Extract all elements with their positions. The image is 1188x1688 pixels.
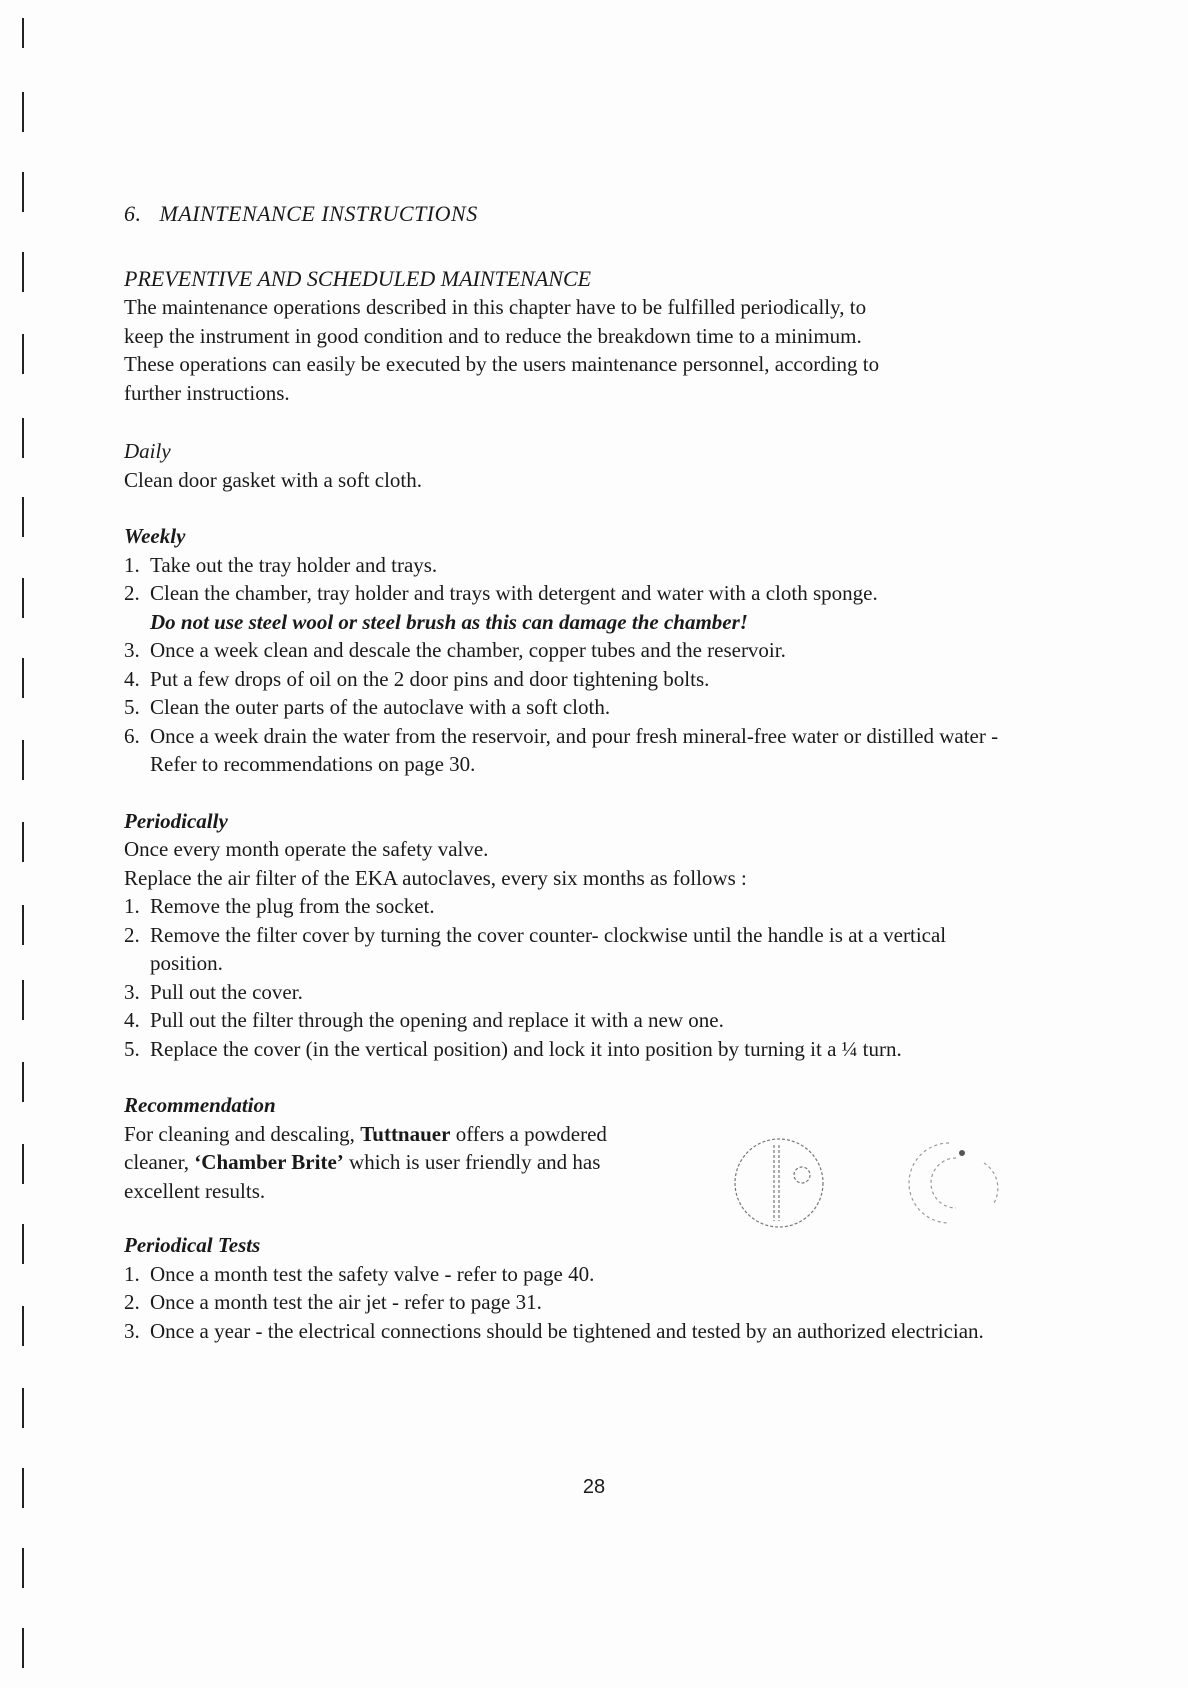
filter-cover-front-icon [735,1139,823,1227]
preventive-line: These operations can easily be executed by the users maintenance personnel, according to [124,352,880,376]
brand-name: Tuttnauer [360,1121,451,1146]
list-item: 5. Replace the cover (in the vertical position) and lock it into position by turning it a ¼ turn. [124,1036,902,1061]
weekly-list [124,551,1024,779]
section-number: 6. [124,201,142,226]
list-item: 2. Once a month test the air jet - refer to page 31. [124,1290,542,1314]
periodically-title: Periodically [124,808,228,833]
recommendation-block [124,1091,1024,1205]
periodically-line: Once every month operate the safety valve. [124,837,489,861]
preventive-line: further instructions. [124,380,290,405]
list-item: 3. Once a week clean and descale the chamber, copper tubes and the reservoir. [124,638,786,662]
periodical-tests-list [124,1260,1024,1346]
page-number: 28 [582,1476,606,1498]
list-item: 3. Pull out the cover. [124,979,303,1004]
list-item: 4. Put a few drops of oil on the 2 door pins and door tightening bolts. [124,666,710,691]
list-item: 1. Take out the tray holder and trays. [124,552,438,577]
preventive-paragraph [124,293,1024,407]
preventive-title: PREVENTIVE AND SCHEDULED MAINTENANCE [124,265,592,291]
recommendation-text: For cleaning and descaling, Tuttnauer offers a powdered cleaner, ‘Chamber Brite’ which is user friendly and has excellent results. [124,1121,607,1203]
list-item: 2. Remove the filter cover by turning the cover counter- clockwise until the handle is at a vertical position. [124,922,947,975]
list-item: 1. Once a month test the safety valve - refer to page 40. [124,1261,595,1286]
periodically-line: Replace the air filter of the EKA autoclaves, every six months as follows : [124,865,747,890]
list-item: 6. Once a week drain the water from the reservoir, and pour fresh mineral-free water or distilled water - Refer to recommendations on page 30. [124,723,999,776]
list-item: 2. Clean the chamber, tray holder and trays with detergent and water with a cloth sponge. Do not use steel wool or steel brush as this can damage the chamber! [124,581,878,634]
daily-title: Daily [124,439,171,463]
document-page [124,190,1024,1345]
weekly-title: Weekly [124,524,186,548]
section-heading [124,200,1024,229]
periodical-tests-title: Periodical Tests [124,1233,261,1257]
warning-text: Do not use steel wool or steel brush as this can damage the chamber! [150,609,748,634]
recommendation-title: Recommendation [124,1093,276,1117]
preventive-line: keep the instrument in good condition and to reduce the breakdown time to a minimum. [124,323,862,348]
daily-text: Clean door gasket with a soft cloth. [124,467,423,492]
list-item: 5. Clean the outer parts of the autoclave with a soft cloth. [124,695,611,719]
list-item: 4. Pull out the filter through the opening and replace it with a new one. [124,1008,724,1032]
list-item: 3. Once a year - the electrical connections should be tightened and tested by an authorized electrician. [124,1318,984,1343]
preventive-line: The maintenance operations described in this chapter have to be fulfilled periodically, to [124,295,867,319]
product-name: ‘Chamber Brite’ [194,1150,344,1174]
periodically-list [124,892,1024,1063]
list-item: 1. Remove the plug from the socket. [124,894,435,918]
section-title: MAINTENANCE INSTRUCTIONS [159,201,478,226]
filter-cover-diagram [694,1123,1094,1243]
filter-cover-side-icon [909,1143,998,1223]
